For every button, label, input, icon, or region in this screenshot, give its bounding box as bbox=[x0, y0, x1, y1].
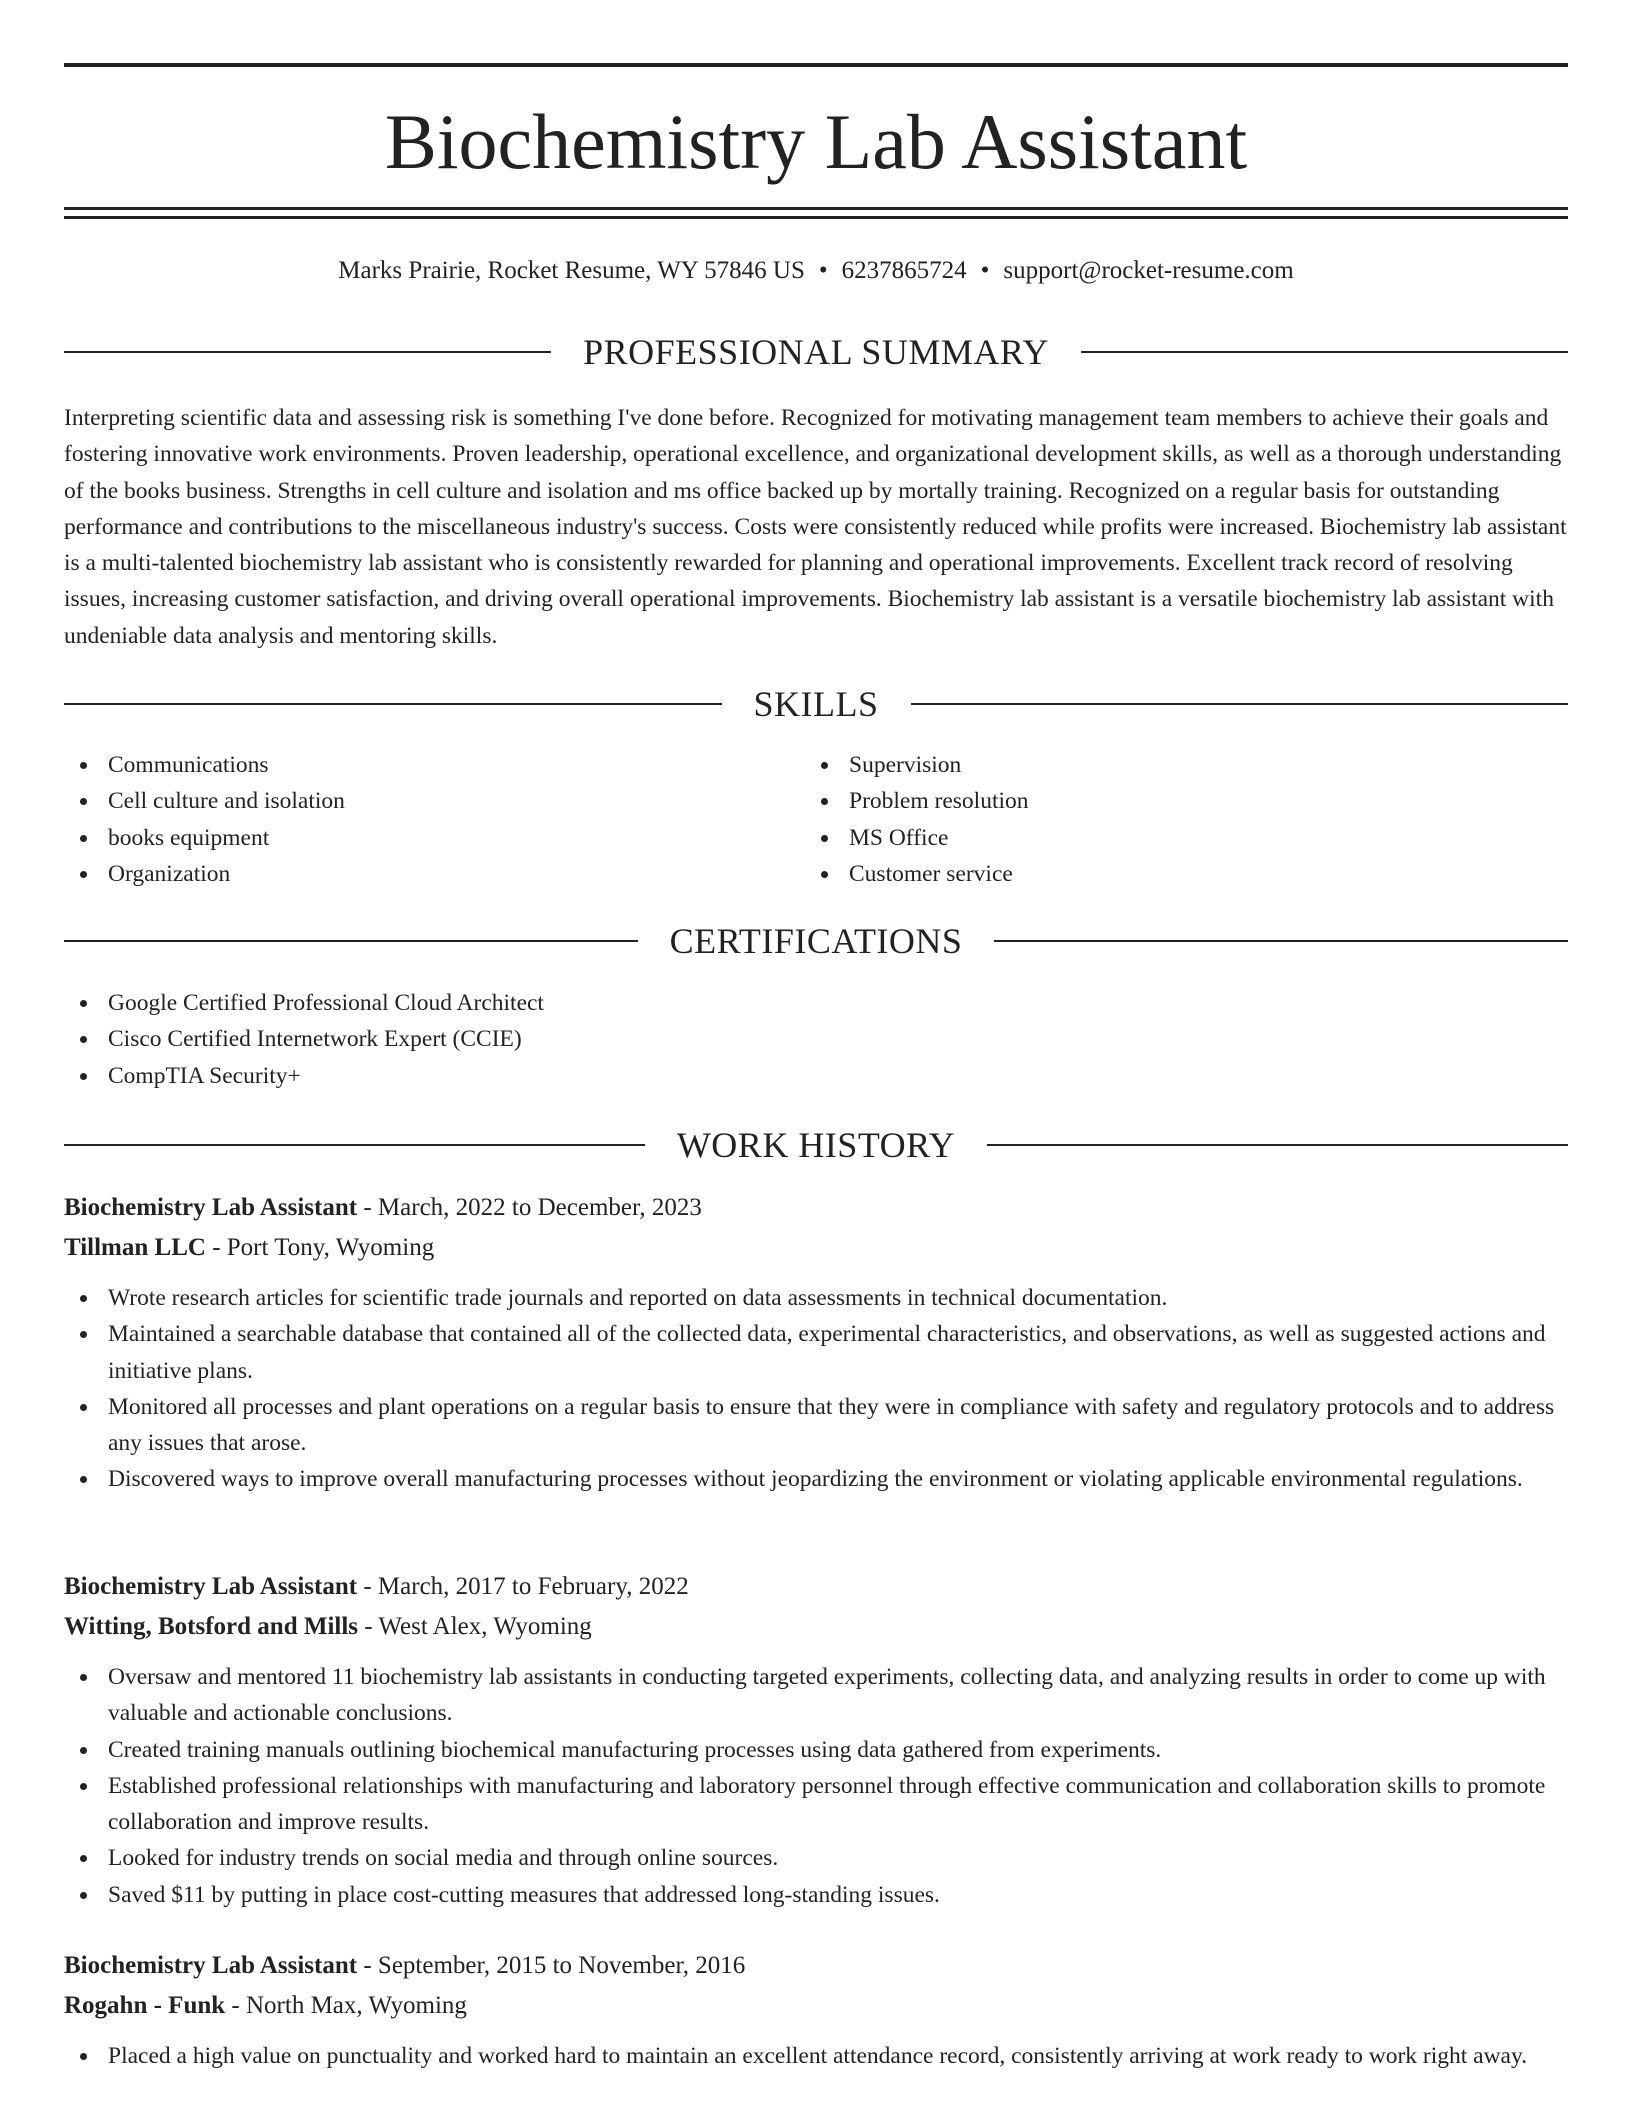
bullet-icon bbox=[80, 762, 87, 769]
bullet-icon bbox=[821, 762, 828, 769]
list-item bbox=[64, 1877, 1568, 1913]
job-company-line bbox=[64, 1986, 1568, 2026]
list-item-text: Oversaw and mentored 11 biochemistry lab assistants in conducting targeted experiments, collecting data, and analyzing results in order to come up with valuable and actionable conclusions. bbox=[108, 1664, 1546, 1727]
section-title: WORK HISTORY bbox=[676, 1125, 956, 1165]
list-item-text: Created training manuals outlining biochemical manufacturing processes using data gathered from experiments. bbox=[108, 1736, 1162, 1763]
contact-phone: 6237865724 bbox=[841, 257, 967, 284]
job-location: - North Max, Wyoming bbox=[225, 1992, 467, 2019]
bullet-icon bbox=[821, 835, 828, 842]
work-heading bbox=[64, 1123, 1568, 1167]
list-item-text: Looked for industry trends on social media and through online sources. bbox=[108, 1845, 779, 1872]
contact-email: support@rocket-resume.com bbox=[1003, 257, 1294, 284]
job-title: Biochemistry Lab Assistant bbox=[64, 1573, 358, 1600]
bullet-icon bbox=[80, 1331, 87, 1338]
bullet-icon bbox=[80, 835, 87, 842]
section-title: CERTIFICATIONS bbox=[669, 921, 963, 961]
list-item-text: Saved $11 by putting in place cost-cutting measures that addressed long-standing issues. bbox=[108, 1881, 940, 1908]
list-item-text: Customer service bbox=[849, 860, 1013, 887]
section-title: PROFESSIONAL SUMMARY bbox=[583, 332, 1049, 372]
list-item bbox=[64, 1768, 1568, 1841]
divider bbox=[994, 940, 1568, 942]
job-title: Biochemistry Lab Assistant bbox=[64, 1194, 358, 1221]
divider bbox=[1081, 351, 1568, 353]
bullet-icon bbox=[80, 1476, 87, 1483]
skills-list bbox=[64, 747, 1568, 892]
list-item bbox=[64, 1732, 1568, 1768]
job-bullets bbox=[64, 1659, 1568, 1913]
list-item-text: Monitored all processes and plant operations on a regular basis to ensure that they were in compliance with safety and regulatory protocols and to address any issues that arose. bbox=[108, 1393, 1555, 1457]
list-item-text: Maintained a searchable database that contained all of the collected data, experimental characteristics, and observations, as well as suggested actions and initiative plans. bbox=[108, 1321, 1546, 1384]
job-company: Tillman LLC bbox=[64, 1234, 206, 1261]
summary-text: Interpreting scientific data and assessing risk is something I've done before. Recognized for motivating management team members to achieve their goals and fostering innovative work environments. Proven leadership, operational excellence, and organizational development skills, as well as a thorough understanding of the books business. Strengths in cell culture and isolation and ms office backed up by mortally training. Recognized on a regular basis for outstanding performance and contributions to the miscellaneous industry's success. Costs were consistently reduced while profits were increased. Biochemistry lab assistant is a multi-talented biochemistry lab assistant who is consistently rewarded for planning and operational improvements. Excellent track record of resolving issues, increasing customer satisfaction, and driving overall operational improvements. Biochemistry lab assistant is a versatile biochemistry lab assistant with undeniable data analysis and mentoring skills. bbox=[64, 405, 1567, 649]
list-item bbox=[805, 747, 1546, 783]
contact-separator: • bbox=[980, 257, 990, 284]
list-item bbox=[64, 985, 1568, 1021]
job-bullets bbox=[64, 2038, 1568, 2074]
bullet-icon bbox=[80, 1036, 87, 1043]
skills-column-right bbox=[805, 747, 1546, 892]
bullet-icon bbox=[80, 1674, 87, 1681]
bullet-icon bbox=[80, 2053, 87, 2060]
list-item-text: books equipment bbox=[108, 824, 270, 851]
job-title-line bbox=[64, 1567, 1568, 1607]
list-item-text: Established professional relationships with manufacturing and laboratory personnel through effective communication and collaboration skills to promote collaboration and improve results. bbox=[108, 1772, 1546, 1836]
list-item bbox=[64, 856, 805, 892]
certifications-heading bbox=[64, 919, 1568, 963]
skills-column-left bbox=[64, 747, 805, 892]
job-location: - Port Tony, Wyoming bbox=[205, 1234, 435, 1261]
list-item-text: Supervision bbox=[849, 752, 962, 778]
list-item bbox=[64, 1461, 1568, 1497]
list-item bbox=[64, 1840, 1568, 1876]
job-entry bbox=[64, 1567, 1568, 1913]
contact-address: Marks Prairie, Rocket Resume, WY 57846 US bbox=[338, 257, 805, 284]
list-item bbox=[64, 1058, 1568, 1094]
bullet-icon bbox=[80, 1747, 87, 1754]
job-company-line bbox=[64, 1607, 1568, 1647]
list-item bbox=[64, 1659, 1568, 1732]
resume-title: Biochemistry Lab Assistant bbox=[384, 98, 1248, 185]
list-item-text: Google Certified Professional Cloud Architect bbox=[108, 990, 544, 1016]
contact-line bbox=[64, 254, 1568, 288]
divider bbox=[64, 1144, 645, 1146]
bullet-icon bbox=[80, 871, 87, 878]
list-item bbox=[805, 783, 1546, 819]
job-location: - West Alex, Wyoming bbox=[358, 1613, 592, 1640]
job-entry bbox=[64, 1946, 1568, 2074]
list-item bbox=[64, 747, 805, 783]
bullet-icon bbox=[821, 798, 828, 805]
bullet-icon bbox=[80, 1073, 87, 1080]
list-item bbox=[64, 820, 805, 856]
job-dates: - September, 2015 to November, 2016 bbox=[357, 1952, 746, 1979]
list-item bbox=[64, 1021, 1568, 1057]
list-item bbox=[64, 783, 805, 819]
divider bbox=[987, 1144, 1568, 1146]
job-company: Witting, Botsford and Mills bbox=[64, 1613, 359, 1640]
skills-heading bbox=[64, 682, 1568, 726]
contact-separator: • bbox=[818, 257, 828, 284]
divider bbox=[64, 703, 722, 705]
job-company: Rogahn - Funk bbox=[64, 1992, 226, 2019]
list-item-text: CompTIA Security+ bbox=[108, 1062, 301, 1089]
bullet-icon bbox=[80, 1404, 87, 1411]
divider bbox=[911, 703, 1569, 705]
list-item-text: Problem resolution bbox=[849, 788, 1029, 815]
list-item-text: Communications bbox=[108, 752, 269, 778]
section-title: SKILLS bbox=[753, 684, 879, 724]
bullet-icon bbox=[80, 1783, 87, 1790]
bullet-icon bbox=[80, 798, 87, 805]
job-company-line bbox=[64, 1228, 1568, 1268]
list-item bbox=[805, 856, 1546, 892]
job-dates: - March, 2017 to February, 2022 bbox=[357, 1573, 689, 1600]
certifications-items bbox=[64, 985, 1568, 1094]
bullet-icon bbox=[821, 871, 828, 878]
title-double-rule bbox=[64, 207, 1568, 219]
list-item bbox=[64, 1280, 1568, 1316]
list-item-text: Cisco Certified Internetwork Expert (CCIE) bbox=[108, 1026, 522, 1053]
certifications-list bbox=[64, 985, 1568, 1094]
list-item-text: Discovered ways to improve overall manufacturing processes without jeopardizing the environment or violating applicable environmental regulations. bbox=[108, 1466, 1523, 1493]
job-entry bbox=[64, 1188, 1568, 1498]
list-item bbox=[64, 1389, 1568, 1462]
bullet-icon bbox=[80, 1000, 87, 1007]
bullet-icon bbox=[80, 1855, 87, 1862]
list-item-text: Placed a high value on punctuality and worked hard to maintain an excellent attendance record, consistently arriving at work ready to work right away. bbox=[108, 2043, 1528, 2069]
list-item-text: Cell culture and isolation bbox=[108, 788, 345, 815]
bullet-icon bbox=[80, 1295, 87, 1302]
job-bullets bbox=[64, 1280, 1568, 1498]
list-item-text: MS Office bbox=[849, 824, 949, 851]
list-item bbox=[64, 1316, 1568, 1389]
job-title-line bbox=[64, 1188, 1568, 1228]
top-rule bbox=[64, 63, 1568, 67]
divider bbox=[64, 351, 551, 353]
list-item bbox=[64, 2038, 1568, 2074]
divider bbox=[64, 940, 638, 942]
job-title-line bbox=[64, 1946, 1568, 1986]
bullet-icon bbox=[80, 1892, 87, 1899]
job-dates: - March, 2022 to December, 2023 bbox=[357, 1194, 702, 1221]
list-item-text: Organization bbox=[108, 860, 231, 887]
list-item bbox=[805, 820, 1546, 856]
summary-heading bbox=[64, 330, 1568, 374]
list-item-text: Wrote research articles for scientific trade journals and reported on data assessments in technical documentation. bbox=[108, 1285, 1168, 1311]
job-title: Biochemistry Lab Assistant bbox=[64, 1952, 358, 1979]
